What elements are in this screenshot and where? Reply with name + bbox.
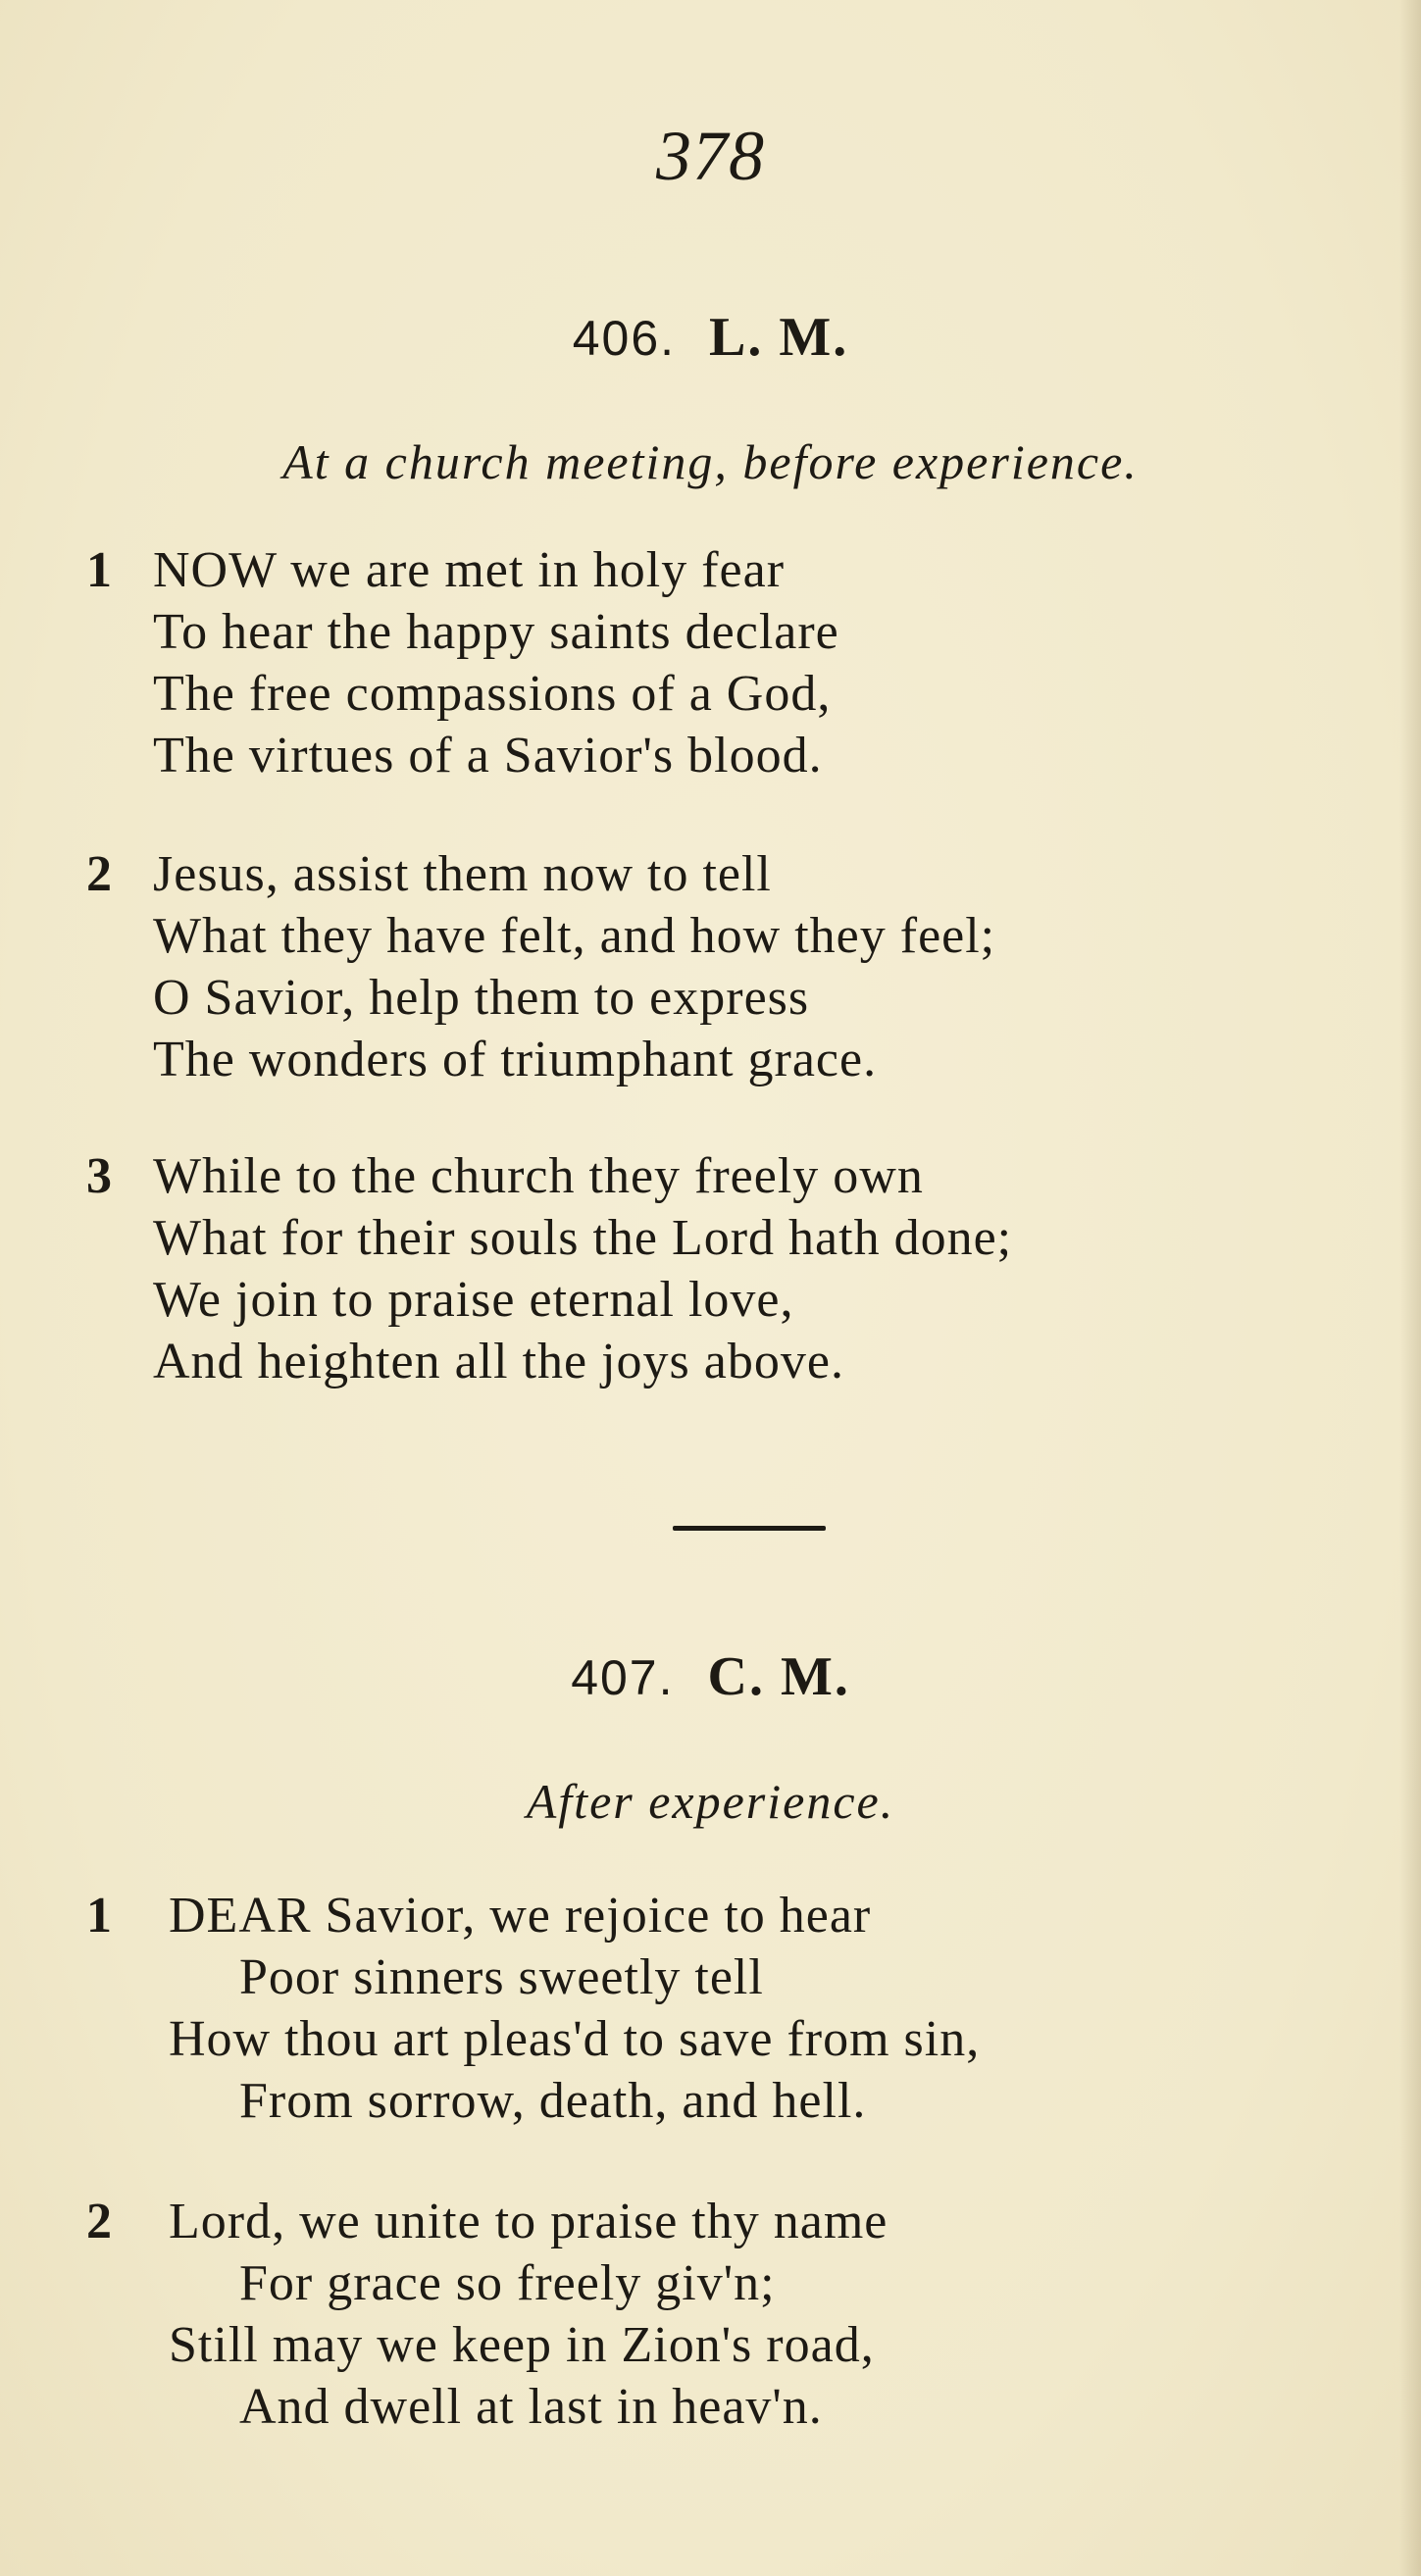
hymn-number: 406. <box>572 311 677 366</box>
verse-line: We join to praise eternal love, <box>153 1272 794 1328</box>
hymn-406-heading <box>0 306 1421 369</box>
verse-line: From sorrow, death, and hell. <box>239 2073 867 2129</box>
stanza-number: 2 <box>86 2194 112 2249</box>
verse-line: Jesus, assist them now to tell <box>153 846 772 902</box>
verse-line: O Savior, help them to express <box>153 970 810 1026</box>
verse-line: While to the church they freely own <box>153 1148 924 1204</box>
verse-line: And dwell at last in heav'n. <box>239 2379 823 2435</box>
verse-line: How thou art pleas'd to save from sin, <box>169 2011 981 2067</box>
verse-line: Still may we keep in Zion's road, <box>169 2317 875 2373</box>
verse-line: And heighten all the joys above. <box>153 1334 844 1389</box>
verse-line: Lord, we unite to praise thy name <box>169 2194 888 2249</box>
stanza-number: 3 <box>86 1148 112 1204</box>
hymn-407-heading <box>0 1645 1421 1708</box>
verse-line: Poor sinners sweetly tell <box>239 1949 764 2005</box>
hymn-meter: C. M. <box>707 1646 850 1707</box>
verse-line: What they have felt, and how they feel; <box>153 908 996 964</box>
section-divider <box>673 1526 826 1531</box>
hymn-number: 407. <box>571 1650 675 1705</box>
verse-line: What for their souls the Lord hath done; <box>153 1210 1013 1266</box>
verse-line: NOW we are met in holy fear <box>153 542 786 598</box>
verse-line: The virtues of a Savior's blood. <box>153 728 823 783</box>
stanza-number: 1 <box>86 542 112 598</box>
verse-line: To hear the happy saints declare <box>153 604 839 660</box>
hymn-subtitle: At a church meeting, before experience. <box>282 434 1139 489</box>
stanza-number: 2 <box>86 846 112 902</box>
verse-line: The free compassions of a God, <box>153 666 832 722</box>
page-edge-shadow <box>1399 0 1421 2576</box>
page-number: 378 <box>656 117 765 195</box>
hymn-meter: L. M. <box>709 307 849 368</box>
verse-line: DEAR Savior, we rejoice to hear <box>169 1888 872 1944</box>
hymn-subtitle: After experience. <box>526 1774 895 1829</box>
verse-line: The wonders of triumphant grace. <box>153 1032 878 1087</box>
verse-line: For grace so freely giv'n; <box>239 2255 776 2311</box>
stanza-number: 1 <box>86 1888 112 1944</box>
